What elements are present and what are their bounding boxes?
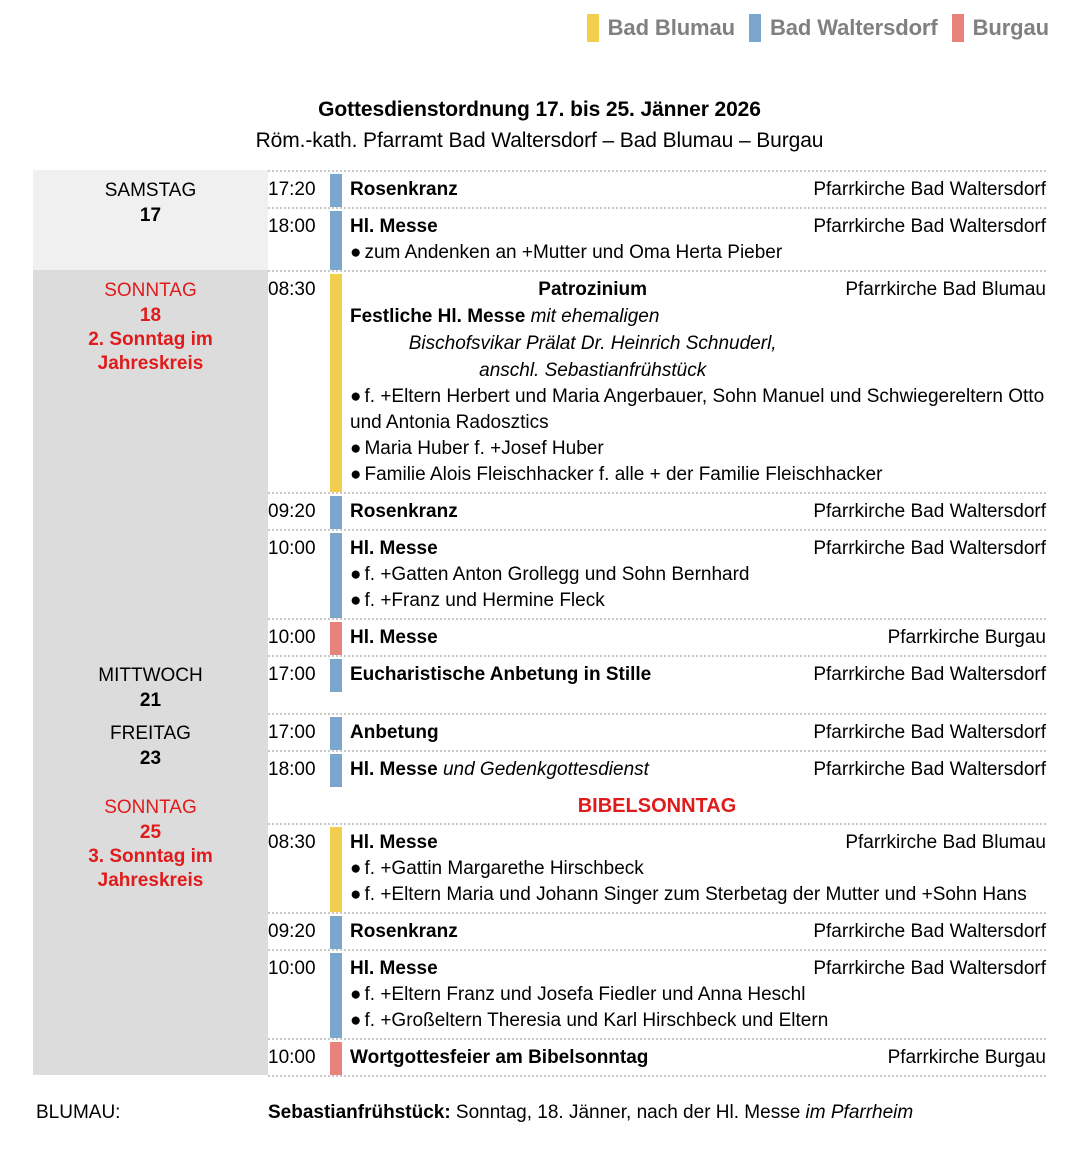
mass-intention-text: zum Andenken an +Mutter und Oma Herta Pieber [364, 242, 783, 263]
day-liturgical-note: 3. Sonntag im Jahreskreis [88, 846, 213, 891]
service-title-extra-line: Bischofsvikar Prälat Dr. Heinrich Schnuderl, [408, 333, 777, 354]
bullet-icon: ● [350, 884, 362, 905]
parish-color-bar [330, 754, 342, 787]
parish-color-bar [330, 827, 342, 912]
day-block [33, 787, 1046, 1075]
service-row [268, 1038, 1046, 1075]
service-row [268, 750, 1046, 787]
service-title [350, 916, 803, 945]
bullet-icon: ● [350, 564, 362, 585]
bullet-icon: ● [350, 464, 362, 485]
footer-note-text [268, 1102, 913, 1123]
mass-intention [350, 588, 1046, 614]
bullet-icon: ● [350, 438, 362, 459]
day-block [33, 655, 1046, 713]
bullet-icon: ● [350, 1010, 362, 1031]
service-feast-title: Patrozinium [538, 279, 648, 300]
service-title-bold: Eucharistische Anbetung in Stille [350, 664, 652, 685]
footer-notes [36, 1100, 1049, 1126]
service-body [350, 754, 1046, 787]
service-location: Pfarrkirche Burgau [887, 1047, 1046, 1068]
service-title [350, 533, 803, 562]
service-row [268, 170, 1046, 207]
service-title-line [350, 303, 835, 330]
service-title-bold: Wortgottesfeier am Bibelsonntag [350, 1047, 649, 1068]
legend-label: Bad Blumau [607, 15, 735, 40]
service-body [350, 274, 1046, 492]
mass-intention-text: f. +Eltern Herbert und Maria Angerbauer, Sohn Manuel und Schwiegereltern Otto und Antonia Radosztics [350, 386, 1045, 433]
service-body [350, 622, 1046, 655]
legend-label: Burgau [972, 15, 1049, 40]
day-rows [268, 170, 1046, 270]
day-label-cell [33, 655, 268, 713]
service-time: 17:00 [268, 722, 316, 743]
service-title-line [350, 918, 803, 945]
service-title-extra-line: anschl. Sebastianfrühstück [479, 360, 707, 381]
parish-color-legend [573, 14, 1049, 42]
day-liturgical-note: 2. Sonntag im Jahreskreis [88, 329, 213, 374]
service-title-line [350, 1044, 878, 1071]
legend-entry [952, 14, 1049, 42]
service-location: Pfarrkirche Bad Waltersdorf [813, 179, 1046, 200]
day-weekday: SONNTAG [104, 280, 197, 301]
mass-intention [350, 384, 1046, 436]
service-title-bold: Hl. Messe [350, 832, 438, 853]
service-title [350, 274, 835, 384]
page-subtitle: Röm.-kath. Pfarramt Bad Waltersdorf – Bad Blumau – Burgau [255, 129, 824, 152]
day-weekday: SONNTAG [104, 797, 197, 818]
footer-detail: Sonntag, 18. Jänner, nach der Hl. Messe [450, 1102, 806, 1123]
day-rows [268, 655, 1046, 713]
day-label-cell [33, 787, 268, 1075]
day-weekday: MITTWOCH [98, 665, 203, 686]
mass-intention-text: f. +Großeltern Theresia und Karl Hirschbeck und Eltern [364, 1010, 829, 1031]
service-title [350, 827, 835, 856]
bullet-icon: ● [350, 984, 362, 1005]
mass-intention-text: f. +Gattin Margarethe Hirschbeck [364, 858, 644, 879]
service-title [350, 1042, 878, 1071]
service-title-bold: Rosenkranz [350, 501, 458, 522]
service-body [350, 659, 1046, 692]
service-title-bold: Festliche Hl. Messe [350, 306, 526, 327]
service-location: Pfarrkirche Bad Blumau [845, 279, 1046, 300]
mass-intention [350, 1008, 1046, 1034]
service-row [268, 492, 1046, 529]
service-row [268, 713, 1046, 750]
legend-entry [749, 14, 938, 42]
document-header [0, 96, 1079, 158]
day-number: 18 [139, 305, 162, 326]
legend-color-swatch [587, 14, 599, 42]
service-schedule [33, 170, 1046, 1077]
footer-venue: im Pfarrheim [805, 1102, 914, 1123]
service-body [350, 827, 1046, 912]
service-title-line [350, 213, 803, 240]
service-time: 17:20 [268, 179, 316, 200]
mass-intention [350, 856, 1046, 882]
service-title [350, 754, 803, 783]
service-title-bold: Rosenkranz [350, 921, 458, 942]
service-time: 10:00 [268, 958, 316, 979]
service-row [268, 655, 1046, 692]
legend-color-swatch [749, 14, 761, 42]
service-location: Pfarrkirche Bad Waltersdorf [813, 664, 1046, 685]
service-title-line [350, 719, 803, 746]
service-title-line [350, 624, 878, 651]
service-time: 08:30 [268, 832, 316, 853]
mass-intention-text: f. +Franz und Hermine Fleck [364, 590, 605, 611]
day-label-cell [33, 170, 268, 270]
service-location: Pfarrkirche Bad Waltersdorf [813, 759, 1046, 780]
service-time: 09:20 [268, 501, 316, 522]
page-title: Gottesdienstordnung 17. bis 25. Jänner 2026 [318, 98, 761, 121]
day-label-cell [33, 713, 268, 787]
service-time: 09:20 [268, 921, 316, 942]
service-body [350, 717, 1046, 750]
service-time: 18:00 [268, 759, 316, 780]
day-number: 25 [139, 822, 162, 843]
bullet-icon: ● [350, 242, 362, 263]
mass-intention [350, 240, 1046, 266]
parish-color-bar [330, 533, 342, 618]
service-time: 10:00 [268, 1047, 316, 1068]
mass-intention [350, 462, 1046, 488]
service-row [268, 823, 1046, 912]
service-location: Pfarrkirche Bad Waltersdorf [813, 921, 1046, 942]
legend-label: Bad Waltersdorf [770, 15, 938, 40]
day-banner: BIBELSONNTAG [577, 795, 737, 817]
day-number: 17 [139, 205, 162, 226]
service-title-bold: Hl. Messe [350, 216, 438, 237]
service-row [268, 912, 1046, 949]
day-block [33, 713, 1046, 787]
bullet-icon: ● [350, 590, 362, 611]
footer-highlight: Sebastianfrühstück: [268, 1102, 451, 1123]
day-number: 21 [139, 690, 162, 711]
service-title [350, 622, 878, 651]
service-location: Pfarrkirche Bad Waltersdorf [813, 538, 1046, 559]
service-title-bold: Hl. Messe [350, 759, 438, 780]
service-title-line [350, 661, 803, 688]
service-location: Pfarrkirche Burgau [887, 627, 1046, 648]
service-location: Pfarrkirche Bad Waltersdorf [813, 958, 1046, 979]
bullet-icon: ● [350, 858, 362, 879]
schedule-bottom-rule [268, 1075, 1046, 1077]
service-title-line [350, 829, 835, 856]
service-title [350, 174, 803, 203]
service-title-bold: Hl. Messe [350, 538, 438, 559]
parish-color-bar [330, 274, 342, 492]
day-block [33, 170, 1046, 270]
service-title-line [350, 498, 803, 525]
service-row [268, 529, 1046, 618]
parish-color-bar [330, 953, 342, 1038]
service-body [350, 1042, 1046, 1075]
parish-color-bar [330, 659, 342, 692]
service-row [268, 207, 1046, 270]
service-location: Pfarrkirche Bad Blumau [845, 832, 1046, 853]
service-title [350, 953, 803, 982]
mass-intention [350, 562, 1046, 588]
mass-intention-text: Maria Huber f. +Josef Huber [364, 438, 604, 459]
service-title [350, 496, 803, 525]
service-title-line [350, 955, 803, 982]
service-title-bold: Rosenkranz [350, 179, 458, 200]
day-weekday: SAMSTAG [104, 180, 197, 201]
mass-intention [350, 436, 1046, 462]
service-time: 17:00 [268, 664, 316, 685]
service-title-line [350, 756, 803, 783]
service-time: 18:00 [268, 216, 316, 237]
service-body [350, 916, 1046, 949]
parish-color-bar [330, 211, 342, 270]
mass-intention-text: f. +Eltern Franz und Josefa Fiedler und Anna Heschl [364, 984, 806, 1005]
parish-color-bar [330, 916, 342, 949]
service-title-line [350, 176, 803, 203]
day-label-cell [33, 270, 268, 655]
service-location: Pfarrkirche Bad Waltersdorf [813, 216, 1046, 237]
service-body [350, 174, 1046, 207]
service-title-italic: und Gedenkgottesdienst [442, 759, 649, 780]
service-title-bold: Anbetung [350, 722, 439, 743]
service-title [350, 659, 803, 688]
day-rows [268, 270, 1046, 655]
service-title-italic: mit ehemaligen [530, 306, 660, 327]
service-body [350, 533, 1046, 618]
service-title-bold: Hl. Messe [350, 627, 438, 648]
mass-intention-text: f. +Gatten Anton Grollegg und Sohn Bernhard [364, 564, 750, 585]
day-rows [268, 787, 1046, 1075]
service-location: Pfarrkirche Bad Waltersdorf [813, 501, 1046, 522]
mass-intention-text: Familie Alois Fleischhacker f. alle + der Familie Fleischhacker [364, 464, 883, 485]
parish-color-bar [330, 622, 342, 655]
service-title [350, 717, 803, 746]
mass-intention [350, 882, 1046, 908]
parish-color-bar [330, 174, 342, 207]
service-time: 08:30 [268, 279, 316, 300]
service-body [350, 211, 1046, 270]
mass-intention [350, 982, 1046, 1008]
service-row [268, 618, 1046, 655]
parish-color-bar [330, 717, 342, 750]
service-time: 10:00 [268, 538, 316, 559]
service-title-bold: Hl. Messe [350, 958, 438, 979]
bullet-icon: ● [350, 386, 362, 407]
parish-color-bar [330, 496, 342, 529]
legend-color-swatch [952, 14, 964, 42]
service-location: Pfarrkirche Bad Waltersdorf [813, 722, 1046, 743]
service-title [350, 211, 803, 240]
legend-entry [587, 14, 735, 42]
service-time: 10:00 [268, 627, 316, 648]
parish-color-bar [330, 1042, 342, 1075]
day-weekday: FREITAG [110, 723, 191, 744]
service-body [350, 496, 1046, 529]
day-number: 23 [139, 748, 162, 769]
footer-parish-label: BLUMAU: [36, 1102, 121, 1123]
service-row [268, 270, 1046, 492]
service-body [350, 953, 1046, 1038]
day-block [33, 270, 1046, 655]
day-rows [268, 713, 1046, 787]
service-title-line [350, 535, 803, 562]
service-row [268, 949, 1046, 1038]
mass-intention-text: f. +Eltern Maria und Johann Singer zum Sterbetag der Mutter und +Sohn Hans [364, 884, 1027, 905]
